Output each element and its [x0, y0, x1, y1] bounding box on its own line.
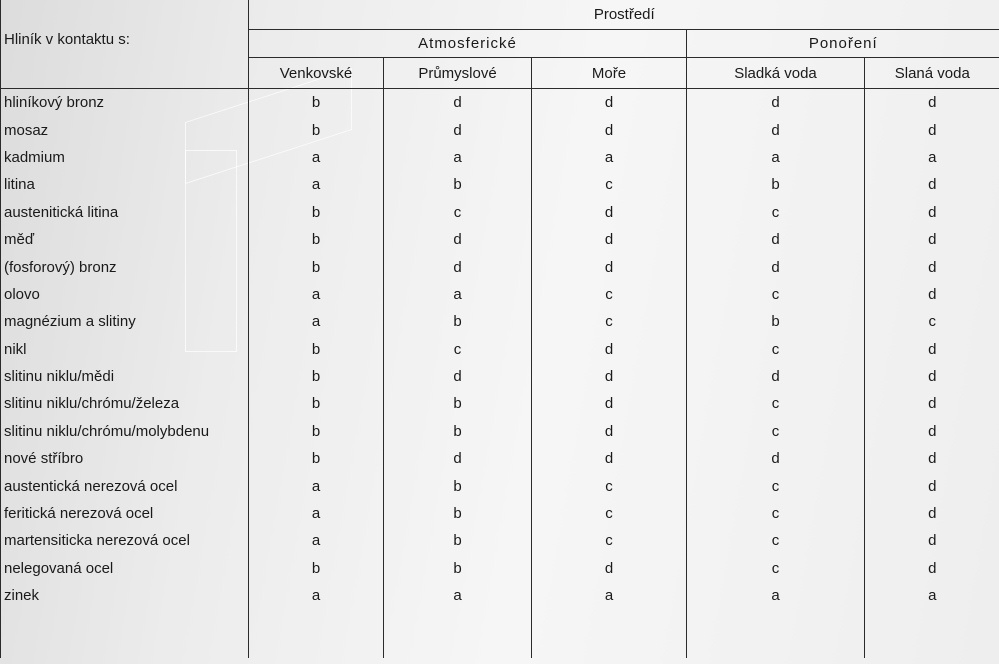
- rating-cell: b: [249, 199, 384, 226]
- corner-label-cell: [1, 0, 249, 58]
- material-cell: olovo: [1, 281, 249, 308]
- rating-cell: d: [928, 395, 937, 413]
- rating-cell: a: [687, 582, 865, 609]
- rating-cell: d: [532, 418, 687, 445]
- table-row: [1, 171, 999, 198]
- rating-cell: d: [928, 532, 937, 550]
- rating-cell: b: [687, 308, 865, 335]
- rating-cell: a: [249, 144, 384, 171]
- rating-cell: c: [687, 336, 865, 363]
- rating-cell: d: [384, 89, 532, 117]
- rating-cell: c: [384, 336, 532, 363]
- material-cell: (fosforový) bronz: [1, 253, 249, 280]
- rating-cell: b: [384, 418, 532, 445]
- table-row: [1, 363, 999, 390]
- empty-cell: [1, 609, 249, 658]
- table-row: [1, 445, 999, 472]
- rating-cell: b: [384, 527, 532, 554]
- rating-cell: c: [532, 527, 687, 554]
- rating-cell: d: [687, 253, 865, 280]
- column-header: Sladká voda: [687, 58, 865, 89]
- rating-cell: a: [687, 144, 865, 171]
- material-cell: magnézium a slitiny: [1, 308, 249, 335]
- material-cell: nelegovaná ocel: [1, 555, 249, 582]
- rating-cell: c: [687, 390, 865, 417]
- rating-cell: d: [928, 559, 937, 577]
- rating-cell: b: [249, 363, 384, 390]
- rating-cell: d: [928, 258, 937, 276]
- rating-cell: b: [249, 555, 384, 582]
- rating-cell: a: [928, 587, 937, 605]
- rating-cell: c: [532, 472, 687, 499]
- material-cell: austentická nerezová ocel: [1, 472, 249, 499]
- empty-cell: [384, 609, 532, 658]
- table-row: [1, 555, 999, 582]
- rating-cell: c: [384, 199, 532, 226]
- rating-cell: a: [384, 582, 532, 609]
- rating-cell: d: [532, 336, 687, 363]
- rating-cell: d: [532, 226, 687, 253]
- rating-cell: d: [532, 555, 687, 582]
- rating-cell: d: [928, 94, 937, 112]
- material-cell: kadmium: [1, 144, 249, 171]
- rating-cell: d: [687, 116, 865, 143]
- rating-cell: c: [687, 418, 865, 445]
- rating-cell: d: [928, 121, 937, 139]
- table-row: [1, 144, 999, 171]
- table-row: [1, 281, 999, 308]
- rating-cell: d: [384, 226, 532, 253]
- rating-cell: d: [687, 89, 865, 117]
- rating-cell: a: [928, 148, 937, 166]
- corner-empty-cell: [1, 58, 249, 89]
- material-cell: slitinu niklu/chrómu/železa: [1, 390, 249, 417]
- table-row: [1, 253, 999, 280]
- rating-cell: c: [687, 281, 865, 308]
- rating-cell: a: [249, 582, 384, 609]
- table-row: [1, 336, 999, 363]
- rating-cell: b: [249, 418, 384, 445]
- rating-cell: b: [384, 555, 532, 582]
- table-row: [1, 527, 999, 554]
- rating-cell: d: [928, 176, 937, 194]
- material-cell: austenitická litina: [1, 199, 249, 226]
- rating-cell: d: [928, 450, 937, 468]
- rating-cell: d: [532, 199, 687, 226]
- rating-cell: c: [532, 281, 687, 308]
- table-row: [1, 226, 999, 253]
- rating-cell: c: [928, 313, 937, 331]
- table-row: [1, 418, 999, 445]
- rating-cell: d: [928, 477, 937, 495]
- rating-cell: b: [384, 171, 532, 198]
- rating-cell: b: [249, 336, 384, 363]
- corner-label: Hliník v kontaktu s:: [4, 30, 130, 48]
- material-cell: mosaz: [1, 116, 249, 143]
- empty-cell: [687, 609, 865, 658]
- material-cell: hliníkový bronz: [1, 89, 249, 117]
- empty-cell: [865, 609, 999, 658]
- rating-cell: d: [928, 203, 937, 221]
- rating-cell: c: [687, 527, 865, 554]
- rating-cell: d: [928, 368, 937, 386]
- rating-cell: a: [249, 527, 384, 554]
- material-cell: litina: [1, 171, 249, 198]
- rating-cell: c: [687, 555, 865, 582]
- material-cell: slitinu niklu/chrómu/molybdenu: [1, 418, 249, 445]
- rating-cell: b: [384, 500, 532, 527]
- column-header: Slaná voda: [865, 58, 999, 89]
- rating-cell: a: [532, 144, 687, 171]
- rating-cell: d: [532, 390, 687, 417]
- rating-cell: a: [384, 144, 532, 171]
- rating-cell: a: [249, 281, 384, 308]
- empty-cell: [249, 609, 384, 658]
- rating-cell: b: [249, 445, 384, 472]
- rating-cell: c: [532, 500, 687, 527]
- rating-cell: a: [249, 472, 384, 499]
- rating-cell: d: [532, 116, 687, 143]
- rating-cell: d: [687, 226, 865, 253]
- rating-cell: b: [687, 171, 865, 198]
- table-row: [1, 500, 999, 527]
- rating-cell: d: [532, 89, 687, 117]
- rating-cell: b: [384, 308, 532, 335]
- rating-cell: b: [249, 253, 384, 280]
- table-row: [1, 308, 999, 335]
- rating-cell: d: [928, 231, 937, 249]
- rating-cell: c: [687, 472, 865, 499]
- material-cell: nové stříbro: [1, 445, 249, 472]
- material-cell: zinek: [1, 582, 249, 609]
- rating-cell: b: [384, 472, 532, 499]
- atmospheric-group-header: Atmosferické: [249, 30, 687, 58]
- rating-cell: d: [928, 285, 937, 303]
- immersion-group-header: Ponoření: [687, 30, 999, 58]
- rating-cell: a: [532, 582, 687, 609]
- rating-cell: d: [532, 445, 687, 472]
- rating-cell: d: [687, 363, 865, 390]
- table-spacer-row: [1, 609, 999, 658]
- rating-cell: c: [687, 500, 865, 527]
- rating-cell: b: [249, 226, 384, 253]
- table-row: [1, 390, 999, 417]
- column-header: Moře: [532, 58, 687, 89]
- rating-cell: d: [928, 422, 937, 440]
- table-row: [1, 89, 999, 117]
- rating-cell: d: [928, 505, 937, 523]
- table-row: [1, 582, 999, 609]
- rating-cell: d: [384, 116, 532, 143]
- material-cell: slitinu niklu/mědi: [1, 363, 249, 390]
- table-row: [1, 472, 999, 499]
- column-header: Venkovské: [249, 58, 384, 89]
- rating-cell: b: [249, 116, 384, 143]
- rating-cell: c: [532, 171, 687, 198]
- rating-cell: d: [532, 363, 687, 390]
- rating-cell: a: [249, 500, 384, 527]
- rating-cell: b: [249, 89, 384, 117]
- rating-cell: d: [687, 445, 865, 472]
- table-row: [1, 199, 999, 226]
- material-cell: měď: [1, 226, 249, 253]
- rating-cell: a: [384, 281, 532, 308]
- empty-cell: [532, 609, 687, 658]
- column-header: Průmyslové: [384, 58, 532, 89]
- material-cell: nikl: [1, 336, 249, 363]
- table-row: [1, 116, 999, 143]
- rating-cell: d: [384, 253, 532, 280]
- rating-cell: b: [384, 390, 532, 417]
- rating-cell: c: [532, 308, 687, 335]
- rating-cell: b: [249, 390, 384, 417]
- rating-cell: d: [384, 445, 532, 472]
- rating-cell: d: [384, 363, 532, 390]
- material-cell: martensiticka nerezová ocel: [1, 527, 249, 554]
- rating-cell: d: [532, 253, 687, 280]
- rating-cell: d: [928, 340, 937, 358]
- environment-header: Prostředí: [593, 6, 655, 23]
- rating-cell: a: [249, 171, 384, 198]
- rating-cell: c: [687, 199, 865, 226]
- rating-cell: a: [249, 308, 384, 335]
- material-cell: feritická nerezová ocel: [1, 500, 249, 527]
- table-body: [1, 89, 999, 659]
